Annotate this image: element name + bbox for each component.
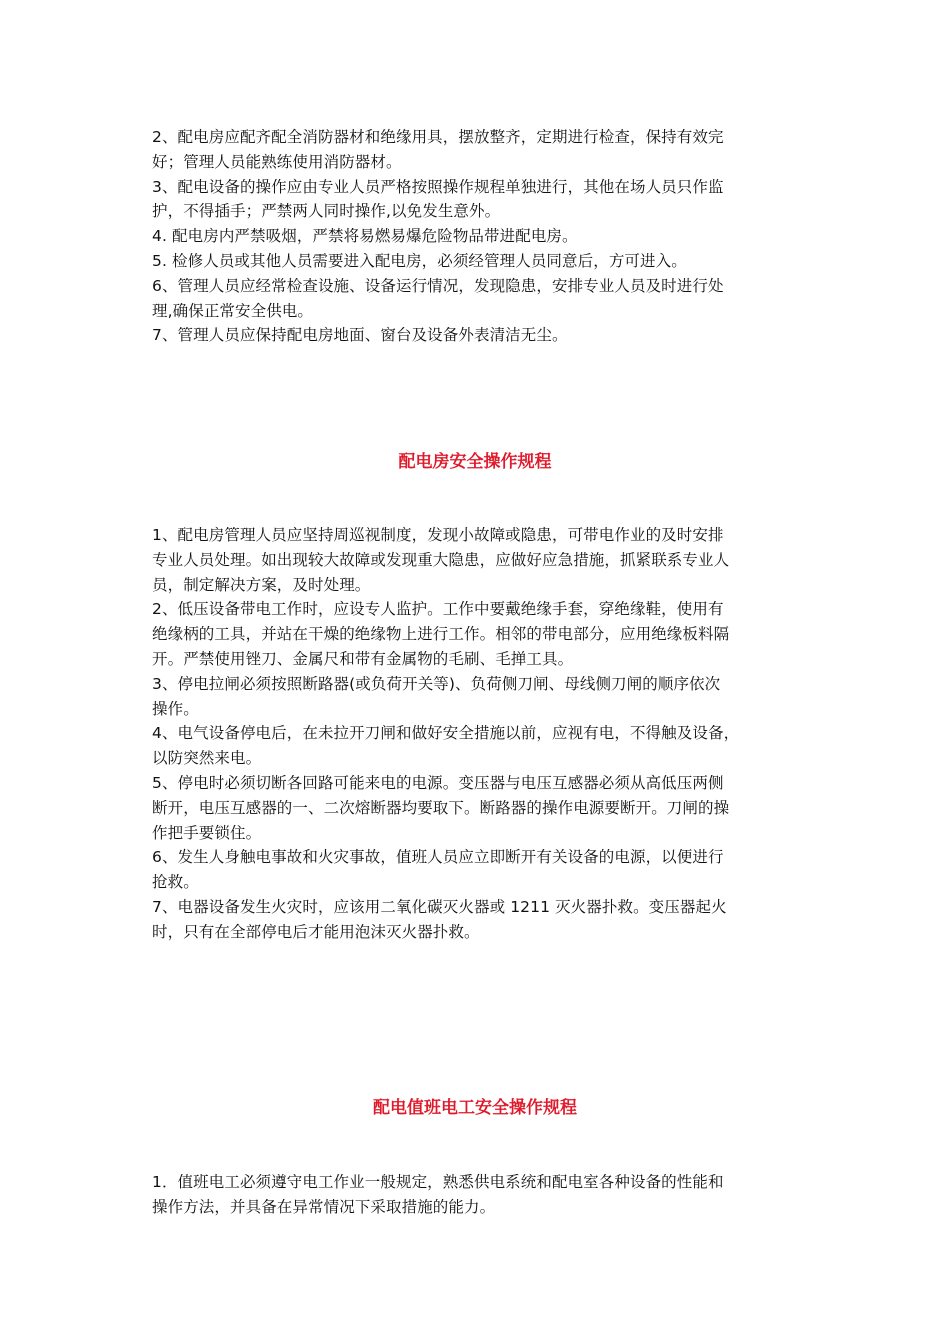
paragraph-line: 1、配电房管理人员应坚持周巡视制度，发现小故障或隐患，可带电作业的及时安排 [152, 526, 724, 544]
paragraph-line: 5. 检修人员或其他人员需要进入配电房，必须经管理人员同意后，方可进入。 [152, 251, 687, 270]
paragraph-line: 3、停电拉闸必须按照断路器(或负荷开关等)、负荷侧刀闸、母线侧刀闸的顺序依次 [152, 674, 721, 693]
paragraph-line: 断开，电压互感器的一、二次熔断器均要取下。断路器的操作电源要断开。刀闸的操 [152, 798, 730, 817]
paragraph-line: 1．值班电工必须遵守电工作业一般规定，熟悉供电系统和配电室各种设备的性能和 [152, 1173, 724, 1191]
paragraph-line: 抢救。 [152, 873, 199, 892]
paragraph-line: 6、发生人身触电事故和火灾事故，值班人员应立即断开有关设备的电源，以便进行 [152, 848, 724, 867]
paragraph-line: 好；管理人员能熟练使用消防器材。 [152, 152, 402, 171]
paragraph-line: 绝缘柄的工具，并站在干燥的绝缘物上进行工作。相邻的带电部分，应用绝缘板料隔 [152, 625, 730, 644]
paragraph-line: 时，只有在全部停电后才能用泡沫灭火器扑救。 [152, 922, 480, 941]
paragraph-line: 开。严禁使用锉刀、金属尺和带有金属物的毛刷、毛掸工具。 [152, 649, 574, 668]
section2-body [152, 523, 812, 945]
paragraph-line: 作把手要锁住。 [152, 823, 262, 842]
paragraph-line: 理,确保正常安全供电。 [152, 301, 314, 320]
paragraph-line: 员，制定解决方案，及时处理。 [152, 575, 371, 594]
paragraph-line: 操作方法，并具备在异常情况下采取措施的能力。 [152, 1197, 496, 1216]
paragraph-line: 操作。 [152, 699, 199, 718]
section1-body [152, 125, 812, 348]
section3-title: 配电值班电工安全操作规程 [373, 1098, 577, 1118]
paragraph-line: 专业人员处理。如出现较大故障或发现重大隐患，应做好应急措施，抓紧联系专业人 [152, 550, 730, 569]
paragraph-line: 护，不得插手；严禁两人同时操作,以免发生意外。 [152, 202, 501, 221]
paragraph-line: 以防突然来电。 [152, 749, 262, 768]
section2-title: 配电房安全操作规程 [398, 452, 552, 472]
paragraph-line: 7、管理人员应保持配电房地面、窗台及设备外表清洁无尘。 [152, 326, 568, 345]
paragraph-line: 4. 配电房内严禁吸烟，严禁将易燃易爆危险物品带进配电房。 [152, 227, 578, 246]
paragraph-line: 5、停电时必须切断各回路可能来电的电源。变压器与电压互感器必须从高低压两侧 [152, 773, 724, 792]
paragraph-line: 7、电器设备发生火灾时，应该用二氧化碳灭火器或 1211 灭火器扑救。变压器起火 [152, 897, 727, 916]
paragraph-line: 6、管理人员应经常检查设施、设备运行情况，发现隐患，安排专业人员及时进行处 [152, 276, 724, 295]
paragraph-line: 4、电气设备停电后，在未拉开刀闸和做好安全措施以前，应视有电，不得触及设备， [152, 724, 740, 743]
paragraph-line: 2、低压设备带电工作时，应设专人监护。工作中要戴绝缘手套，穿绝缘鞋，使用有 [152, 600, 724, 619]
paragraph-line: 2、配电房应配齐配全消防器材和绝缘用具，摆放整齐，定期进行检查，保持有效完 [152, 128, 724, 146]
section3-body [152, 1170, 812, 1220]
paragraph-line: 3、配电设备的操作应由专业人员严格按照操作规程单独进行，其他在场人员只作监 [152, 177, 724, 196]
